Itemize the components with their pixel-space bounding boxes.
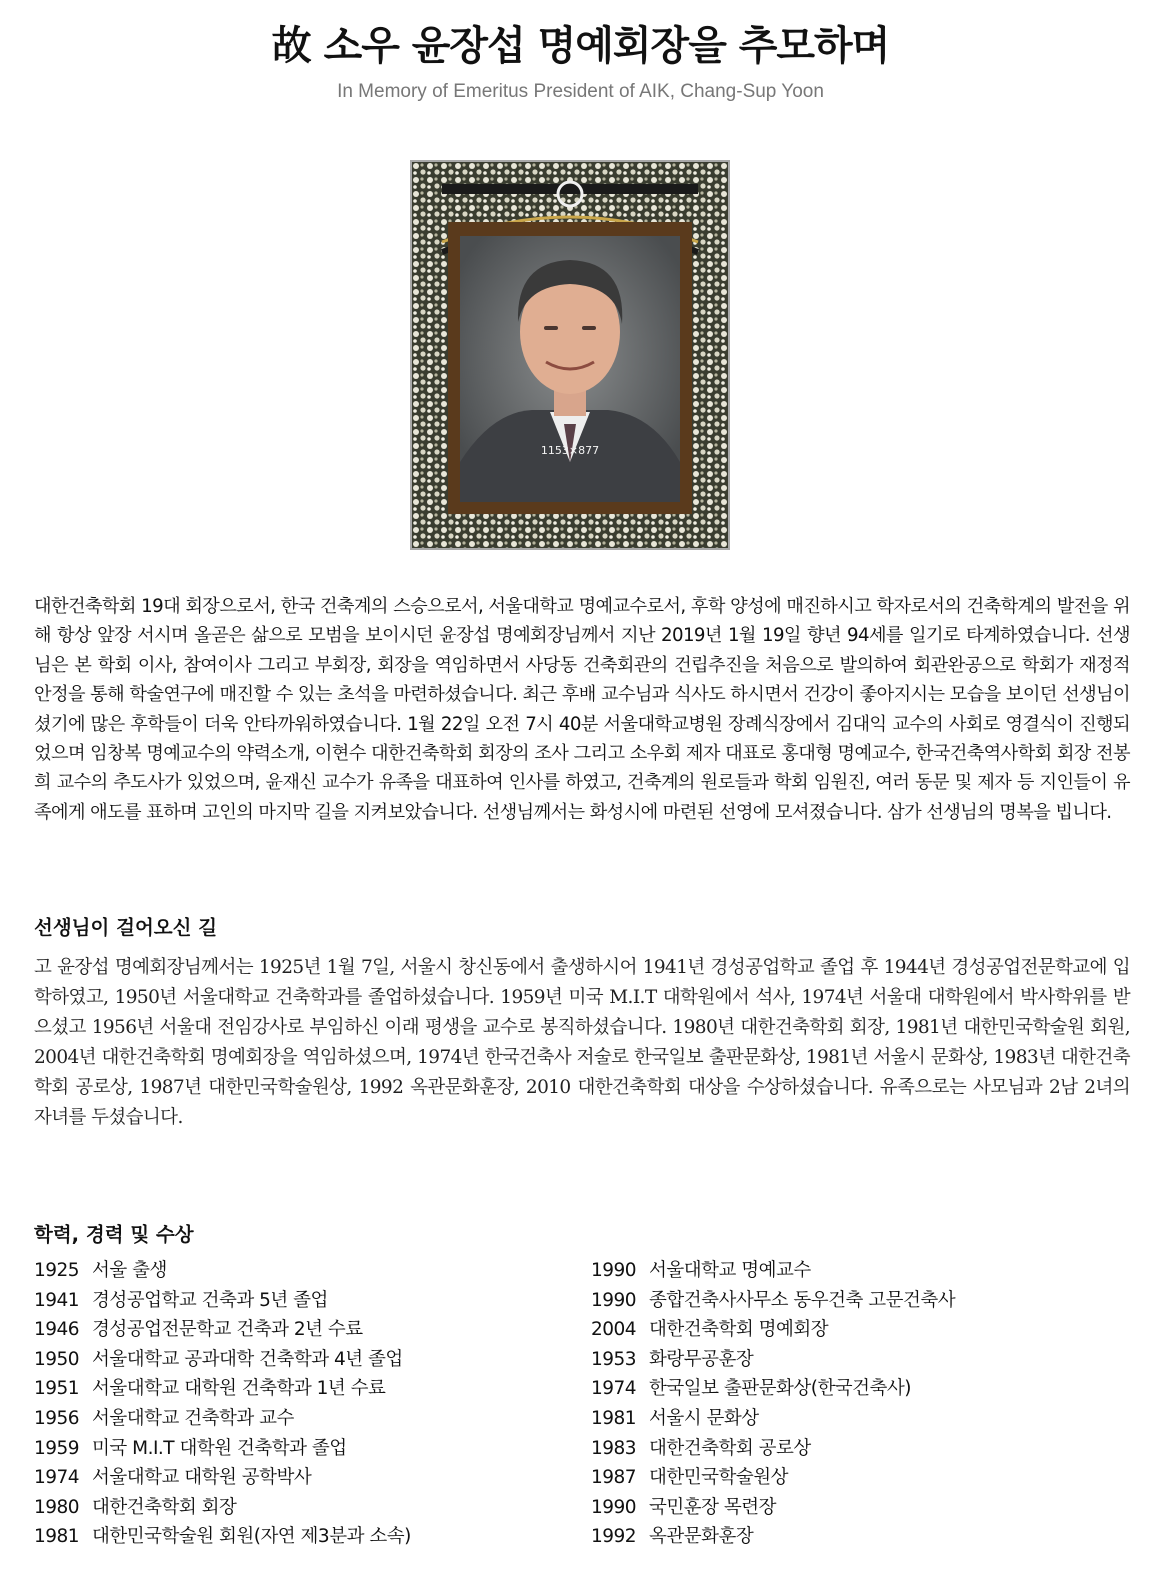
career-text: 대한건축학회 명예회장 — [649, 1319, 829, 1341]
career-text: 서울대학교 건축학과 교수 — [92, 1407, 294, 1429]
career-text: 서울대학교 대학원 건축학과 1년 수료 — [92, 1378, 386, 1400]
career-text: 화랑무공훈장 — [649, 1348, 754, 1370]
career-list-right — [591, 1256, 1131, 1552]
career-year: 1946 — [34, 1319, 80, 1341]
career-year: 1987 — [591, 1467, 637, 1489]
career-text: 서울대학교 명예교수 — [649, 1260, 811, 1281]
career-year: 1990 — [591, 1289, 637, 1311]
career-item — [591, 1374, 1131, 1404]
career-year: 1981 — [591, 1407, 637, 1429]
career-item — [591, 1256, 1131, 1286]
career-item — [591, 1522, 1131, 1552]
career-year: 1925 — [34, 1260, 80, 1281]
career-year: 1941 — [34, 1289, 80, 1311]
portrait-dimension-label: 1153×877 — [540, 444, 600, 457]
career-year: 1974 — [591, 1378, 637, 1400]
career-text: 서울시 문화상 — [649, 1407, 759, 1429]
career-item — [34, 1463, 574, 1493]
career-text: 한국일보 출판문화상(한국건축사) — [649, 1378, 912, 1400]
memorial-portrait — [410, 160, 730, 550]
career-year: 1980 — [34, 1496, 80, 1518]
page-title: 故 소우 윤장섭 명예회장을 추모하며 — [271, 23, 890, 69]
career-year: 1950 — [34, 1348, 80, 1370]
career-year: 1983 — [591, 1437, 637, 1459]
career-item — [34, 1493, 574, 1523]
career-text: 옥관문화훈장 — [649, 1526, 754, 1548]
intro-paragraph: 대한건축학회 19대 회장으로서, 한국 건축계의 스승으로서, 서울대학교 명예교수로서, 후학 양성에 매진하시고 학자로서의 건축학계의 발전을 위해 항상 앞장 서시며 올곧은 삶으로 모범을 보이시던 윤장섭 명예회장님께서 지난 2019년 1월 19일 향년 94세를 일기로 타계하였습니다. 선생님은 본 학회 이사, 참여이사 그리고 부회장, 회장을 역임하면서 사당동 건축회관의 건립추진을 처음으로 발의하여 회관완공으로 학회가 재정적 안정을 통해 학술연구에 매진할 수 있는 초석을 마련하셨습니다. 최근 후배 교수님과 식사도 하시면서 건강이 좋아지시는 모습을 보이던 선생님이셨기에 많은 후학들이 더욱 안타까워하였습니다. 1월 22일 오전 7시 40분 서울대학교병원 장례식장에서 김대익 교수의 사회로 영결식이 진행되었으며 임창복 명예교수의 약력소개, 이현수 대한건축학회 회장의 조사 그리고 소우회 제자 대표로 홍대형 명예교수, 한국건축역사학회 회장 전봉희 교수의 추도사가 있었으며, 윤재신 교수가 유족을 대표하여 인사를 하였고, 건축계의 원로들과 학회 임원진, 여러 동문 및 제자 등 지인들이 유족에게 애도를 표하며 고인의 마지막 길을 지켜보았습니다. 선생님께서는 화성시에 마련된 선영에 모셔졌습니다. 삼가 선생님의 명복을 빕니다. — [34, 596, 1130, 823]
career-item — [34, 1345, 574, 1375]
career-text: 서울 출생 — [92, 1260, 167, 1281]
career-item — [34, 1404, 574, 1434]
career-text: 종합건축사사무소 동우건축 고문건축사 — [649, 1289, 956, 1311]
career-year: 1959 — [34, 1437, 80, 1459]
page-subtitle: In Memory of Emeritus President of AIK, Chang-Sup Yoon — [337, 81, 824, 102]
career-text: 대한민국학술원상 — [649, 1467, 788, 1489]
career-item — [591, 1493, 1131, 1523]
career-item — [34, 1374, 574, 1404]
career-text: 경성공업전문학교 건축과 2년 수료 — [92, 1319, 363, 1341]
memorial-portrait-image — [412, 162, 728, 548]
career-item — [34, 1315, 574, 1345]
career-year: 1956 — [34, 1407, 80, 1429]
career-item — [34, 1434, 574, 1464]
career-item — [591, 1434, 1131, 1464]
career-text: 대한건축학회 회장 — [92, 1496, 237, 1518]
career-item — [34, 1256, 574, 1286]
career-item — [591, 1315, 1131, 1345]
career-year: 1953 — [591, 1348, 637, 1370]
career-year: 1981 — [34, 1526, 80, 1548]
career-item — [591, 1463, 1131, 1493]
career-item — [34, 1522, 574, 1552]
career-list-left — [34, 1256, 574, 1552]
career-year: 1992 — [591, 1526, 637, 1548]
career-text: 경성공업학교 건축과 5년 졸업 — [92, 1289, 328, 1311]
career-year: 1951 — [34, 1378, 80, 1400]
section-heading-career: 학력, 경력 및 수상 — [34, 1223, 194, 1246]
career-item — [591, 1286, 1131, 1316]
career-text: 대한건축학회 공로상 — [649, 1437, 811, 1459]
career-text: 미국 M.I.T 대학원 건축학과 졸업 — [92, 1437, 347, 1459]
career-text: 국민훈장 목련장 — [649, 1496, 776, 1518]
career-item — [591, 1404, 1131, 1434]
career-year: 1990 — [591, 1260, 637, 1281]
section-heading-path: 선생님이 걸어오신 길 — [34, 916, 218, 939]
career-item — [34, 1286, 574, 1316]
career-text: 서울대학교 대학원 공학박사 — [92, 1467, 312, 1489]
career-item — [591, 1345, 1131, 1375]
career-year: 1974 — [34, 1467, 80, 1489]
career-text: 대한민국학술원 회원(자연 제3분과 소속) — [92, 1526, 411, 1548]
path-paragraph: 고 윤장섭 명예회장님께서는 1925년 1월 7일, 서울시 창신동에서 출생하시어 1941년 경성공업학교 졸업 후 1944년 경성공업전문학교에 입학하였고, 1950년 서울대학교 건축학과를 졸업하셨습니다. 1959년 미국 M.I.T 대학원에서 석사, 1974년 서울대 대학원에서 박사학위를 받으셨고 1956년 서울대 전임강사로 부임하신 이래 평생을 교수로 봉직하셨습니다. 1980년 대한건축학회 회장, 1981년 대한민국학술원 회원, 2004년 대한건축학회 명예회장을 역임하셨으며, 1974년 한국건축사 저술로 한국일보 출판문화상, 1981년 서울시 문화상, 1983년 대한건축학회 공로상, 1987년 대한민국학술원상, 1992 옥관문화훈장, 2010 대한건축학회 대상을 수상하셨습니다. 유족으로는 사모님과 2남 2녀의 자녀를 두셨습니다. — [34, 957, 1130, 1128]
career-text: 서울대학교 공과대학 건축학과 4년 졸업 — [92, 1348, 403, 1370]
career-year: 1990 — [591, 1496, 637, 1518]
career-year: 2004 — [591, 1319, 637, 1341]
